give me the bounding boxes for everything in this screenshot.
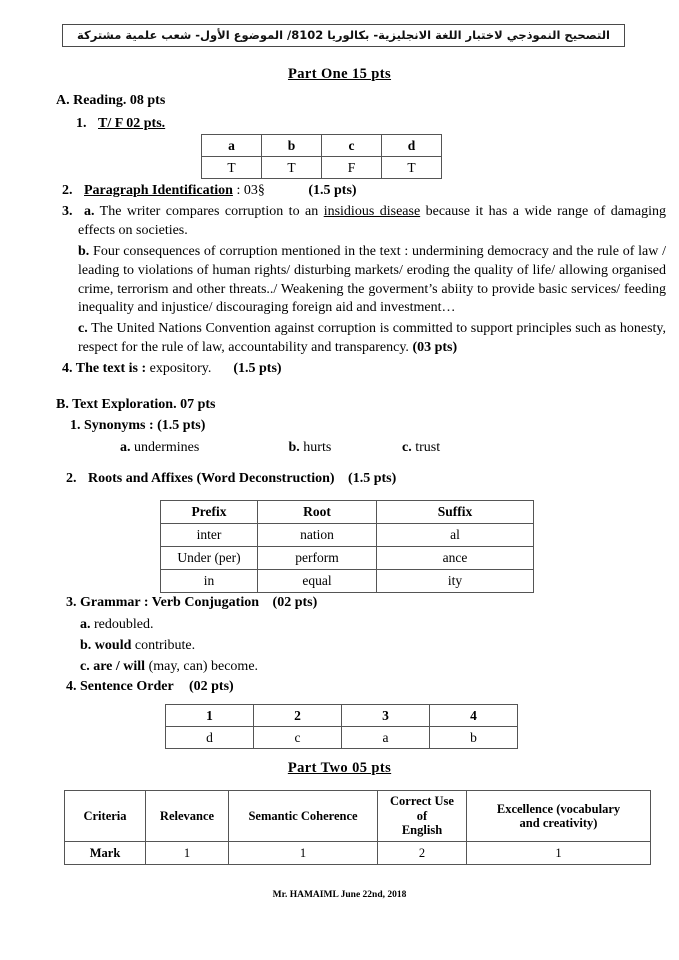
grammar-b-key: b. <box>80 637 92 653</box>
grammar-answer-b <box>80 637 258 656</box>
affix-r1-root: nation <box>258 524 377 547</box>
item-a1 <box>76 115 165 134</box>
order-header-4: 4 <box>430 705 518 727</box>
order-answer-2: c <box>254 727 342 749</box>
affix-r3-suffix: ity <box>377 570 534 593</box>
affix-r2-suffix: ance <box>377 547 534 570</box>
item-b3-label <box>66 594 317 613</box>
order-header-1: 1 <box>166 705 254 727</box>
order-answer-1: d <box>166 727 254 749</box>
item-a3-b-text: Four consequences of corruption mentioned in the text : undermining democracy and the rule of law / leading to violations of human rights/ disturbing markets/ eroding the quality of life/ allowing organised crime, terrorism and other threats../ Weakening the goverment’s abiity to provide basic services/ feeding inequality and injustice/ discouraging foreign aid and investment… <box>78 243 666 316</box>
rubric-excellence-line1: Excellence (vocabulary <box>496 801 621 816</box>
item-a4-label: 4. The text is : <box>62 361 147 377</box>
item-b1-answers <box>120 439 620 458</box>
rubric-correct-line2: of <box>416 808 428 823</box>
grammar-a-value: redoubled. <box>90 617 154 632</box>
item-b4-label <box>66 678 234 697</box>
item-a4 <box>62 360 666 379</box>
rubric-mark-label: Mark <box>89 845 121 860</box>
tf-answer-d: T <box>382 157 442 179</box>
synonym-c <box>402 439 440 458</box>
tf-answer-a: T <box>202 157 262 179</box>
table-row <box>65 842 651 865</box>
affix-r3-prefix: in <box>161 570 258 593</box>
item-b2-title: Roots and Affixes (Word Deconstruction) <box>88 471 335 486</box>
rubric-header-semantic: Semantic Coherence <box>229 791 378 842</box>
grammar-c-bold: are / will <box>89 658 146 674</box>
item-b1-label: 1. Synonyms : (1.5 pts) <box>70 418 206 433</box>
item-a2 <box>62 182 662 201</box>
item-b4-title: 4. Sentence Order <box>66 679 174 694</box>
part-one-title <box>0 66 679 83</box>
item-a1-label: T/ F 02 pts. <box>98 116 166 131</box>
rubric-correct-line1: Correct Use <box>390 794 454 809</box>
part-two-title-text: Part Two 05 pts <box>287 760 392 776</box>
table-row <box>202 157 442 179</box>
rubric-correct-line3: English <box>401 823 443 838</box>
item-a2-answer: : 03§ <box>232 183 265 198</box>
item-a3-number: 3. <box>62 204 73 219</box>
grammar-a-key: a. <box>80 617 91 632</box>
rubric-table <box>64 790 651 865</box>
rubric-header-criteria: Criteria <box>65 791 146 842</box>
table-row <box>161 570 534 593</box>
table-row <box>161 547 534 570</box>
synonym-b <box>289 439 399 458</box>
item-a3-b-label: b. <box>78 243 90 259</box>
affix-r3-root: equal <box>258 570 377 593</box>
item-a3-a-text-after: because it has a wide range of damaging effects on societies. <box>78 204 666 238</box>
order-answer-3: a <box>342 727 430 749</box>
item-b2-number: 2. <box>66 471 77 486</box>
synonym-c-key: c. <box>402 440 412 455</box>
rubric-mark-relevance: 1 <box>146 842 229 865</box>
footer-signature: Mr. HAMAIML June 22nd, 2018 <box>272 890 407 900</box>
item-a1-number: 1. <box>76 116 87 131</box>
item-b2-label <box>66 470 396 489</box>
item-a3-a-label: a. <box>83 204 95 219</box>
part-one-title-text: Part One 15 pts <box>287 66 392 82</box>
section-b-heading: B. Text Exploration. 07 pts <box>56 397 216 412</box>
item-a3-c-text: The United Nations Convention against corruption is committed to support principles such as honesty, respect for the rule of law, accountability and transparency. <box>78 321 666 356</box>
table-row-header <box>166 705 518 727</box>
item-b2-points: (1.5 pts) <box>348 471 397 486</box>
item-b3-answers <box>80 616 258 677</box>
rubric-header-excellence <box>467 791 651 842</box>
item-a4-points: (1.5 pts) <box>233 361 282 377</box>
item-a3-a-underlined: insidious disease <box>323 204 421 219</box>
section-a-heading: A. Reading. 08 pts <box>56 93 166 108</box>
tf-answer-c: F <box>322 157 382 179</box>
tf-header-d: d <box>382 135 442 157</box>
affix-r1-prefix: inter <box>161 524 258 547</box>
item-a3-c-label: c. <box>78 321 88 337</box>
grammar-c-key: c. <box>80 658 90 674</box>
arabic-header-text: التصحيح النموذجي لاختبار اللغة الانجليزية- بكالوريا 2018/ الموضوع الأول- شعب علمية مشتركة <box>77 27 610 42</box>
affix-header-prefix: Prefix <box>161 501 258 524</box>
order-header-3: 3 <box>342 705 430 727</box>
item-a3-a-text-before: The writer compares corruption to an <box>94 204 324 219</box>
arabic-header-box <box>62 24 625 47</box>
rubric-mark-semantic: 1 <box>229 842 378 865</box>
grammar-b-rest: contribute. <box>131 637 196 653</box>
synonym-a-key: a. <box>120 440 131 455</box>
item-a3-c <box>62 320 666 358</box>
part-two-title <box>0 760 679 777</box>
table-row-header <box>161 501 534 524</box>
item-a3-c-points: (03 pts) <box>412 340 458 356</box>
tf-header-a: a <box>202 135 262 157</box>
table-row <box>166 727 518 749</box>
item-a2-label: Paragraph Identification <box>84 183 233 198</box>
item-b3-title: 3. Grammar : Verb Conjugation <box>66 595 260 610</box>
affix-header-suffix: Suffix <box>377 501 534 524</box>
true-false-table <box>201 134 442 179</box>
item-a3 <box>62 203 666 379</box>
order-header-2: 2 <box>254 705 342 727</box>
affix-r1-suffix: al <box>377 524 534 547</box>
tf-header-b: b <box>262 135 322 157</box>
affixes-table <box>160 500 534 593</box>
synonym-a-value: undermines <box>130 440 200 455</box>
table-row <box>161 524 534 547</box>
order-answer-4: b <box>430 727 518 749</box>
rubric-header-correct-use <box>378 791 467 842</box>
tf-header-c: c <box>322 135 382 157</box>
rubric-header-relevance: Relevance <box>146 791 229 842</box>
rubric-mark-correct: 2 <box>378 842 467 865</box>
rubric-excellence-line2: and creativity) <box>519 816 598 830</box>
affix-header-root: Root <box>258 501 377 524</box>
table-row-header <box>65 791 651 842</box>
item-a3-a <box>62 203 666 241</box>
item-a2-number: 2. <box>62 183 73 198</box>
grammar-c-rest: (may, can) become. <box>145 658 259 674</box>
synonym-b-value: hurts <box>299 440 332 455</box>
item-b4-points: (02 pts) <box>188 679 234 694</box>
affix-r2-prefix: Under (per) <box>161 547 258 570</box>
synonym-a <box>120 439 285 458</box>
item-a4-answer: expository. <box>146 361 212 377</box>
item-a3-b <box>62 243 666 319</box>
grammar-answer-c <box>80 658 258 677</box>
synonym-b-key: b. <box>288 440 300 455</box>
item-b3-points: (02 pts) <box>272 595 318 610</box>
affix-r2-root: perform <box>258 547 377 570</box>
grammar-b-bold: would <box>91 637 132 653</box>
rubric-mark-excellence: 1 <box>467 842 651 865</box>
tf-answer-b: T <box>262 157 322 179</box>
synonym-c-value: trust <box>411 440 441 455</box>
table-row-header <box>202 135 442 157</box>
grammar-answer-a <box>80 616 258 635</box>
sentence-order-table <box>165 704 518 749</box>
item-a2-points: (1.5 pts) <box>308 183 357 198</box>
